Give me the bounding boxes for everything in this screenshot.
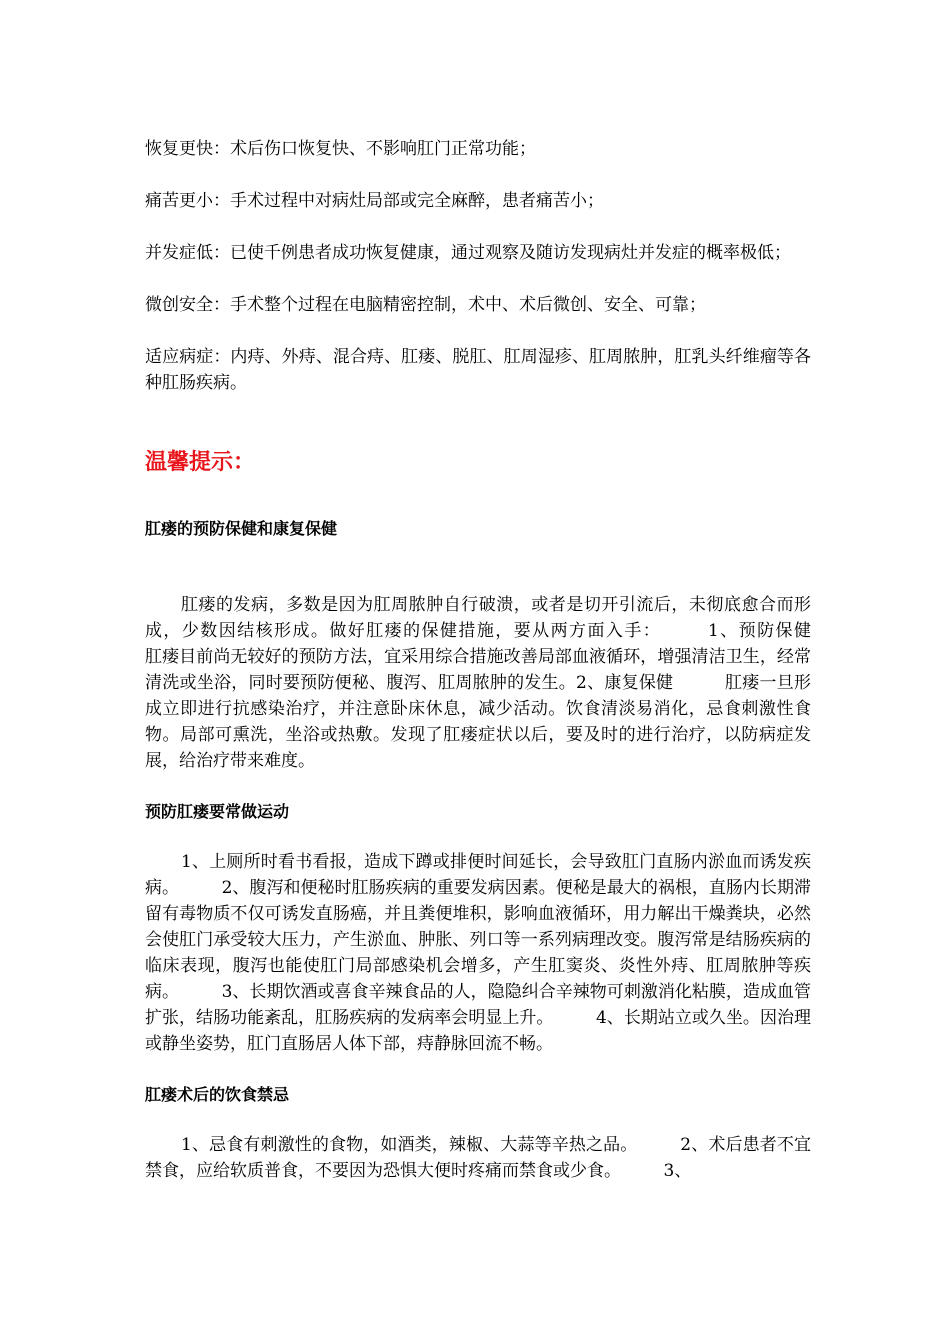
- tip-heading: 温馨提示：: [145, 450, 256, 475]
- section-title: 肛瘘术后的饮食禁忌: [145, 1085, 290, 1104]
- feature-safety: 微创安全：手术整个过程在电脑精密控制，术中、术后微创、安全、可靠；: [145, 295, 706, 315]
- section-body: 肛瘘的发病，多数是因为肛周脓肿自行破溃，或者是切开引流后，未彻底愈合而形成，少数因结核形成。做好肛瘘的保健措施，要从两方面入手： 1、预防保健 肛瘘目前尚无较好的预防方法，宜采用综合措施改善局部血液循环，增强清洁卫生，经常清洗或坐浴，同时要预防便秘、腹泻、肛周脓肿的发生。2、康复保健 肛瘘一旦形成立即进行抗感染治疗，并注意卧床休息，减少活动。饮食清淡易消化，忌食刺激性食物。局部可熏洗，坐浴或热敷。发现了肛瘘症状以后，要及时的进行治疗，以防病症发展，给治疗带来难度。: [145, 595, 851, 771]
- feature-indications: 适应病症：内痔、外痔、混合痔、肛瘘、脱肛、肛周湿疹、肛周脓肿，肛乳头纤维瘤等各种肛肠疾病。: [145, 347, 811, 393]
- feature-pain: 痛苦更小：手术过程中对病灶局部或完全麻醉，患者痛苦小；: [145, 191, 604, 211]
- document-page: [145, 136, 851, 1184]
- section-title: 肛瘘的预防保健和康复保健: [145, 519, 338, 538]
- feature-recovery: 恢复更快：术后伤口恢复快、不影响肛门正常功能；: [145, 139, 536, 159]
- section-title: 预防肛瘘要常做运动: [145, 802, 290, 821]
- section-body: 1、上厕所时看书看报，造成下蹲或排便时间延长，会导致肛门直肠内淤血而诱发疾病。 2、腹泻和便秘时肛肠疾病的重要发病因素。便秘是最大的祸根，直肠内长期滞留有毒物质不仅可诱发直肠癌，并且粪便堆积，影响血液循环，用力解出干燥粪块，必然会使肛门承受较大压力，产生淤血、肿胀、列口等一系列病理改变。腹泻常是结肠疾病的临床表现，腹泻也能使肛门局部感染机会增多，产生肛窦炎、炎性外痔、肛周脓肿等疾病。 3、长期饮酒或喜食辛辣食品的人，隐隐纠合辛辣物可刺激消化粘膜，造成血管扩张，结肠功能紊乱，肛肠疾病的发病率会明显上升。 4、长期站立或久坐。因治理或静坐姿势，肛门直肠居人体下部，痔静脉回流不畅。: [145, 852, 811, 1054]
- feature-complications: 并发症低：已使千例患者成功恢复健康，通过观察及随访发现病灶并发症的概率极低；: [145, 243, 791, 263]
- section-body: 1、忌食有刺激性的食物，如酒类，辣椒、大蒜等辛热之品。 2、术后患者不宜禁食，应给软质普食，不要因为恐惧大便时疼痛而禁食或少食。 3、: [145, 1135, 811, 1181]
